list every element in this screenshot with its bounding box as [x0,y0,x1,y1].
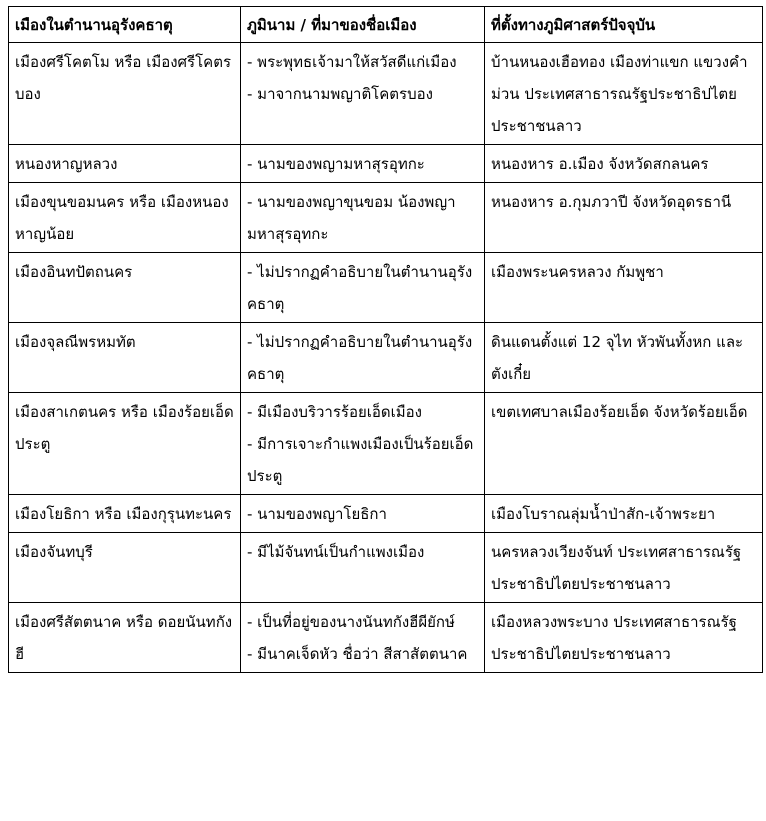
geography-table [8,6,763,673]
location-cell: เมืองพระนครหลวง กัมพูชา [485,253,763,323]
table-header-row [9,7,763,43]
origin-cell [241,393,485,495]
origin-line: - ไม่ปรากฏคำอธิบายในตำนานอุรังคธาตุ [247,263,473,313]
origin-line: - นามของพญาขุนขอม น้องพญามหาสุรอุทกะ [247,193,456,243]
table-row [9,495,763,533]
city-cell: เมืองสาเกตนคร หรือ เมืองร้อยเอ็ดประตู [9,393,241,495]
city-cell: เมืองโยธิกา หรือ เมืองกุรุนทะนคร [9,495,241,533]
table-row [9,43,763,145]
table-row [9,603,763,673]
location-cell: บ้านหนองเฮือทอง เมืองท่าแขก แขวงคำม่วน ประเทศสาธารณรัฐประชาธิปไตยประชาชนลาว [485,43,763,145]
location-cell: หนองหาร อ.เมือง จังหวัดสกลนคร [485,145,763,183]
table-row [9,253,763,323]
header-city: เมืองในตำนานอุรังคธาตุ [9,7,241,43]
header-location: ที่ตั้งทางภูมิศาสตร์ปัจจุบัน [485,7,763,43]
origin-cell [241,43,485,145]
origin-cell [241,323,485,393]
city-cell: เมืองศรีโคตโม หรือ เมืองศรีโคตรบอง [9,43,241,145]
city-cell: เมืองจันทบุรี [9,533,241,603]
table-row [9,145,763,183]
origin-line: - พระพุทธเจ้ามาให้สวัสดีแก่เมือง [247,53,457,71]
city-cell: เมืองอินทปัตถนคร [9,253,241,323]
table-row [9,323,763,393]
origin-line: - ไม่ปรากฏคำอธิบายในตำนานอุรังคธาตุ [247,333,473,383]
origin-cell [241,183,485,253]
origin-cell [241,145,485,183]
origin-line: - มีเมืองบริวารร้อยเอ็ดเมือง [247,403,422,421]
origin-line: - มีนาคเจ็ดหัว ชื่อว่า สีสาสัตตนาค [247,645,468,663]
city-cell: เมืองขุนขอมนคร หรือ เมืองหนองหาญน้อย [9,183,241,253]
origin-line: - มีไม้จันทน์เป็นกำแพงเมือง [247,543,425,561]
table-row [9,183,763,253]
city-cell: เมืองศรีสัตตนาค หรือ ดอยนันทกังฮี [9,603,241,673]
origin-cell [241,253,485,323]
origin-cell [241,495,485,533]
origin-cell [241,533,485,603]
origin-line: - เป็นที่อยู่ของนางนันทกังฮีผียักษ์ [247,613,455,631]
table-row [9,533,763,603]
city-cell: เมืองจุลณีพรหมทัต [9,323,241,393]
origin-cell [241,603,485,673]
header-origin: ภูมินาม / ที่มาของชื่อเมือง [241,7,485,43]
origin-line: - นามของพญามหาสุรอุทกะ [247,155,425,173]
location-cell: นครหลวงเวียงจันท์ ประเทศสาธารณรัฐประชาธิปไตยประชาชนลาว [485,533,763,603]
city-cell: หนองหาญหลวง [9,145,241,183]
location-cell: หนองหาร อ.กุมภวาปี จังหวัดอุดรธานี [485,183,763,253]
origin-line: - มาจากนามพญาติโคตรบอง [247,85,433,103]
location-cell: เขตเทศบาลเมืองร้อยเอ็ด จังหวัดร้อยเอ็ด [485,393,763,495]
location-cell: เมืองโบราณลุ่มน้ำป่าสัก-เจ้าพระยา [485,495,763,533]
origin-line: - มีการเจาะกำแพงเมืองเป็นร้อยเอ็ดประตู [247,435,474,485]
location-cell: ดินแดนตั้งแต่ 12 จุไท หัวพันทั้งหก และตังเกี๋ย [485,323,763,393]
location-cell: เมืองหลวงพระบาง ประเทศสาธารณรัฐประชาธิปไตยประชาชนลาว [485,603,763,673]
origin-line: - นามของพญาโยธิกา [247,505,387,523]
table-row [9,393,763,495]
